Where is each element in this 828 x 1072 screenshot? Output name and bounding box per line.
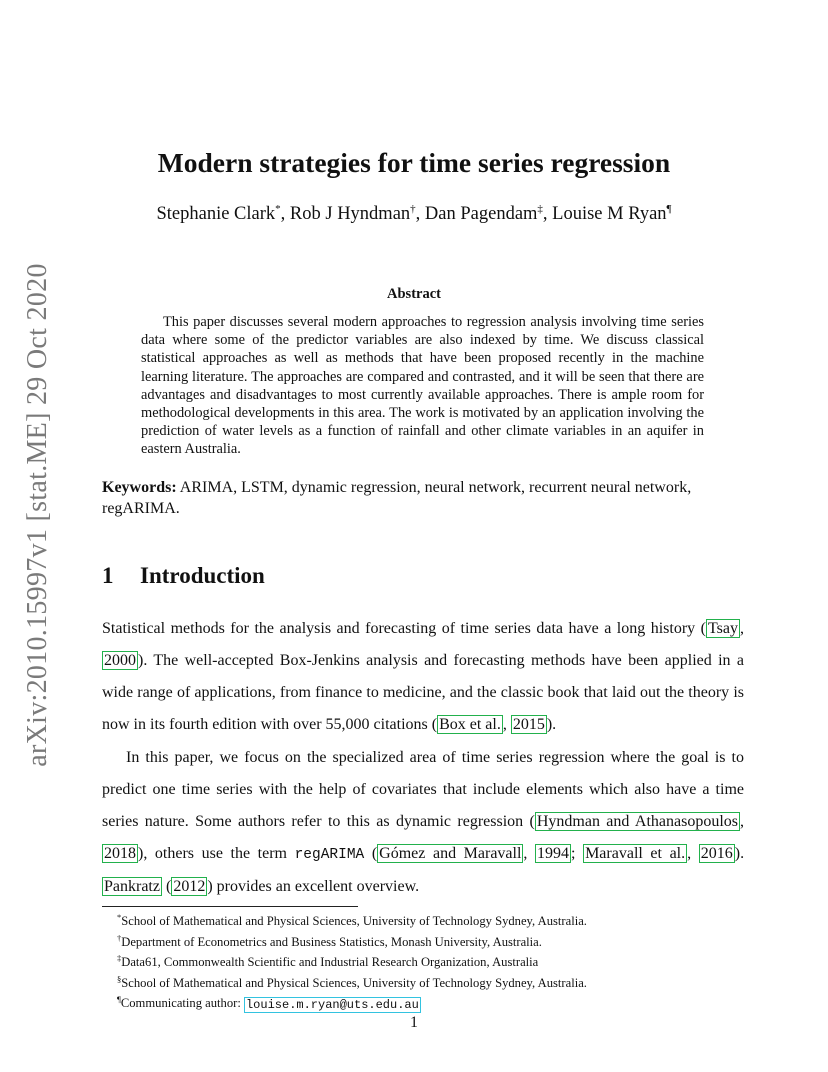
citation-link[interactable]: Tsay [708,620,738,637]
email-link[interactable]: louise.m.ryan@uts.edu.au [245,997,419,1012]
footnotes [117,909,587,1013]
body-text-run: , [687,845,699,863]
author-footnote-mark[interactable]: * [275,203,281,215]
body-text-run: , [740,813,744,831]
body-text-run: ). [546,716,557,734]
paper-title: Modern strategies for time series regression [157,147,671,178]
footnote-text: Communicating author: [120,996,244,1011]
footnote-divider [102,906,358,907]
intro-paragraph-1 [102,613,744,741]
footnote-text: Department of Econometrics and Business Statistics, Monash University, Australia. [121,934,542,949]
code-term: regARIMA [294,847,365,864]
footnote-mark: * [117,912,122,922]
body-text-run: , [740,620,744,637]
arxiv-sidebar-stamp [20,263,56,767]
citation-link[interactable]: 2018 [104,845,136,863]
body-text-run: ; [571,845,584,863]
abstract-heading: Abstract [387,286,441,302]
footnote-text: Data61, Commonwealth Scientific and Industrial Research Organization, Australia [121,955,539,970]
citation-link[interactable]: 1994 [537,845,570,863]
body-text-run: , [523,845,536,863]
author-footnote-mark[interactable]: ‡ [537,203,543,215]
footnote-mark: ¶ [117,994,121,1005]
body-text-run: Statistical methods for the analysis and forecasting of time series data have a long history ( [102,620,707,637]
body-text-run: ( [364,845,378,863]
citation-link[interactable]: 2015 [512,716,545,734]
citation-link[interactable]: 2016 [700,845,733,863]
section-heading [102,563,265,589]
author-footnote-mark[interactable]: ¶ [666,203,672,215]
author-list: Stephanie Clark*, Rob J Hyndman†, Dan Pagendam‡, Louise M Ryan¶ [156,203,672,225]
footnote [117,930,587,951]
author-name: Rob J Hyndman [289,204,411,225]
section-number: 1 [102,563,114,588]
citation-link[interactable]: Gómez and Maravall [379,845,522,863]
footnote-text: School of Mathematical and Physical Sciences, University of Technology Sydney, Australia. [121,975,587,990]
author-name: Louise M Ryan [552,204,667,225]
section-title: Introduction [140,563,265,588]
citation-link[interactable]: Box et al. [439,716,501,734]
citation-link[interactable]: Pankratz [104,878,160,896]
footnote-mark: † [117,932,122,943]
citation-link[interactable]: Hyndman and Athanasopoulos [536,813,738,831]
body-text-run: ), others use the term [138,845,295,863]
author-name: Dan Pagendam [424,204,538,225]
citation-link[interactable]: Maravall et al. [585,845,686,863]
body-text-run: , [502,716,511,734]
arxiv-identifier: arXiv:2010.15997v1 [stat.ME] 29 Oct 2020 [22,263,53,767]
footnote [117,991,587,1013]
author-footnote-mark[interactable]: † [410,203,416,215]
body-text-run: ( [161,878,172,896]
keywords-text: ARIMA, LSTM, dynamic regression, neural network, recurrent neural network, regARIMA. [102,479,692,517]
footnote [117,971,587,992]
keywords [102,478,744,519]
intro-paragraph-2 [102,742,744,903]
footnote-mark: § [117,973,122,984]
footnote-mark: ‡ [117,953,122,964]
author-name: Stephanie Clark [156,204,276,225]
citation-link[interactable]: 2012 [173,878,206,896]
body-text-run: In this paper, we focus on the specialized area of time series regression where the goal is to predict one time series with the help of covariates that include elements which also have a time series nature. Some authors refer to this as dynamic regression ( [102,749,744,831]
abstract-text: This paper discusses several modern approaches to regression analysis involving time series data where some of the predictor variables are also indexed by time. We discuss classical statistical approaches as well as methods that have been proposed recently in the machine learning literature. The approaches are compared and contrasted, and it will be seen that there are advantages and disadvantages to most currently available approaches. There is ample room for methodological developments in this area. The work is motivated by an application involving the prediction of water levels as a function of rainfall and other climate variables in an aquifer in eastern Australia. [141,314,704,458]
body-text-run: ). The well-accepted Box-Jenkins analysis and forecasting methods have been applied in a wide range of applications, from finance to medicine, and the classic book that laid out the theory is now in its fourth edition with over 55,000 citations ( [102,652,744,734]
footnote [117,909,587,930]
footnote [117,950,587,971]
footnote-text: School of Mathematical and Physical Sciences, University of Technology Sydney, Australia. [121,914,587,929]
keywords-label: Keywords: [102,479,177,496]
citation-link[interactable]: 2000 [104,652,136,670]
body-text-run: ). [734,845,745,863]
page-number: 1 [410,1014,418,1031]
body-text-run: ) provides an excellent overview. [207,878,420,896]
